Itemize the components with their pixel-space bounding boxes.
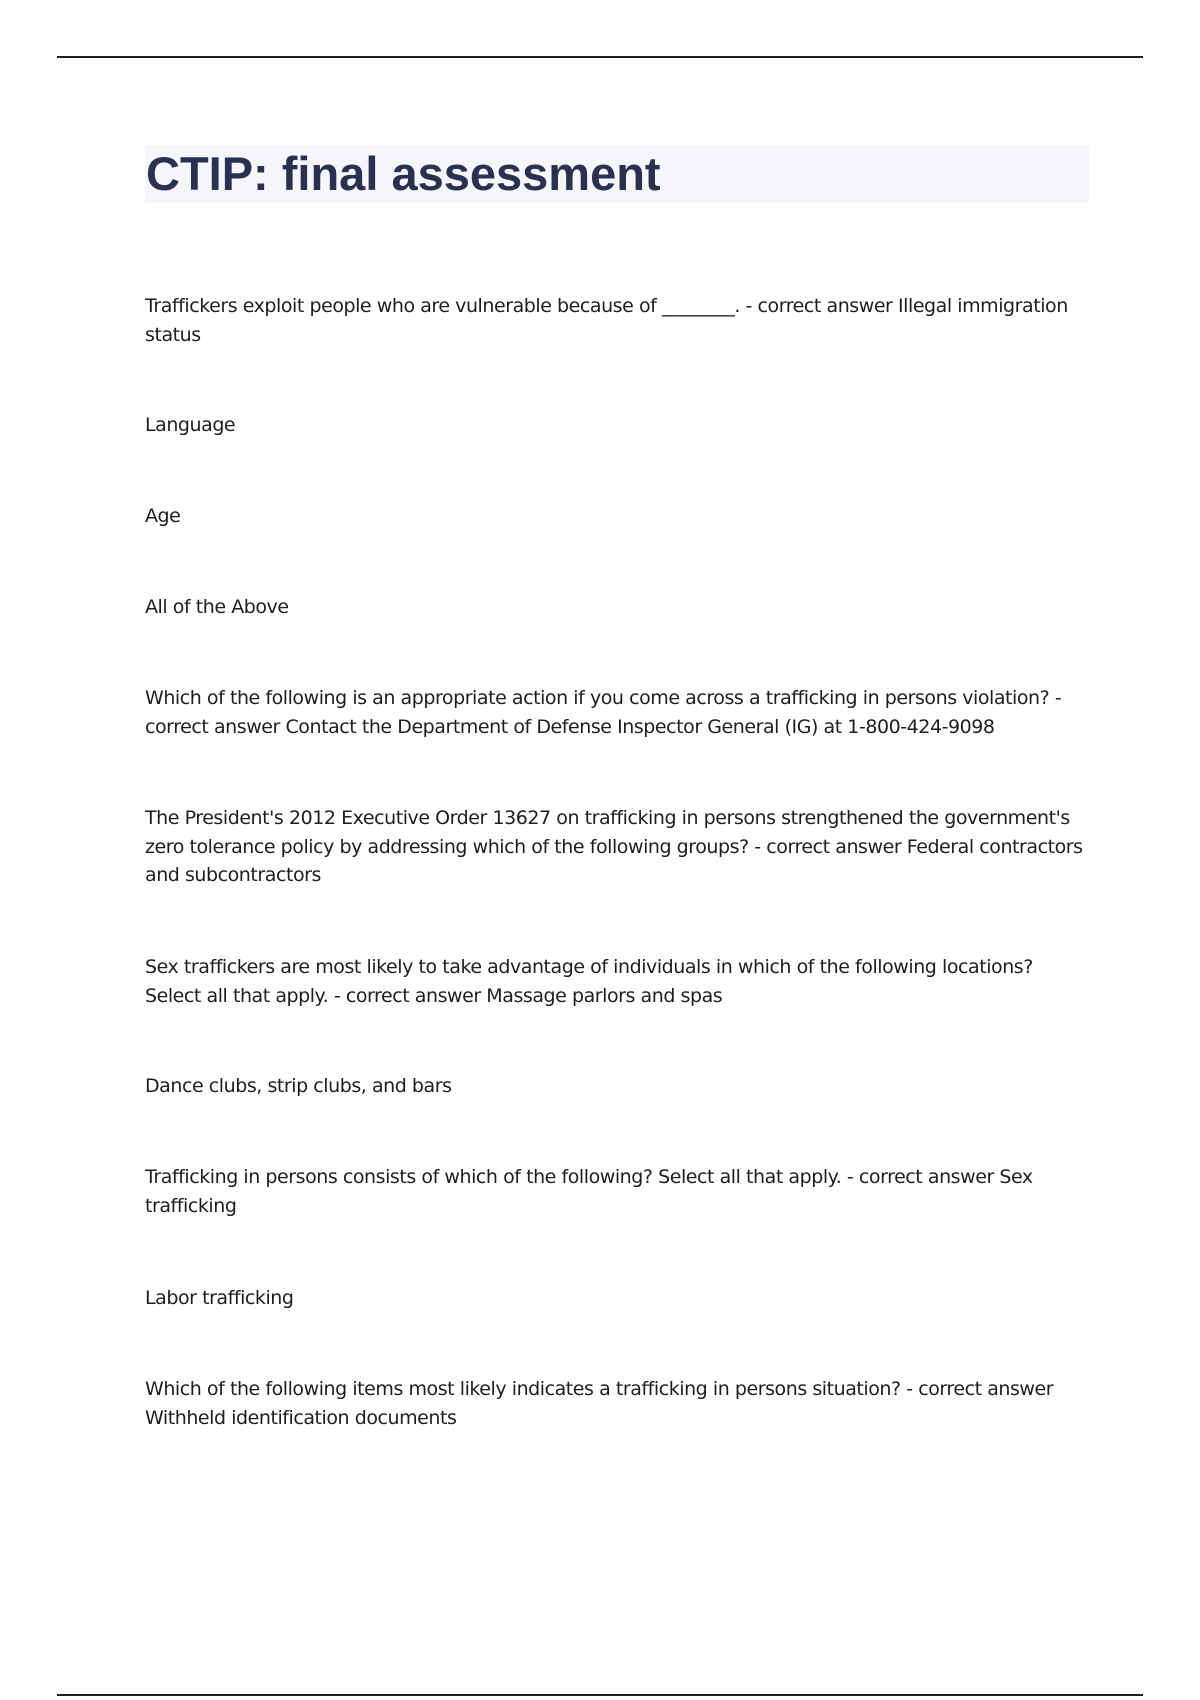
answer-all-of-the-above: All of the Above <box>145 596 289 618</box>
question-trafficking-indicator: Which of the following items most likely indicates a trafficking in persons situation? - correct answer Withheld identification documents <box>145 1378 1054 1429</box>
question-sex-trafficker-locations: Sex traffickers are most likely to take advantage of individuals in which of the following locations? Select all that apply. - correct answer Massage parlors and spas <box>145 956 1033 1007</box>
answer-labor-trafficking: Labor trafficking <box>145 1287 294 1309</box>
question-appropriate-action: Which of the following is an appropriate action if you come across a trafficking in persons violation? - correct answer Contact the Department of Defense Inspector General (IG) at 1-800-424-9098 <box>145 687 1062 738</box>
answer-age: Age <box>145 505 181 527</box>
answer-dance-clubs: Dance clubs, strip clubs, and bars <box>145 1075 452 1097</box>
answer-language: Language <box>145 414 236 436</box>
top-rule <box>57 56 1143 58</box>
question-vulnerability: Traffickers exploit people who are vulnerable because of ________. - correct answer Illegal immigration status <box>145 295 1068 346</box>
question-executive-order: The President's 2012 Executive Order 13627 on trafficking in persons strengthened the government's zero tolerance policy by addressing which of the following groups? - correct answer Federal contractors and subcontractors <box>145 807 1083 886</box>
page-title: CTIP: final assessment <box>146 147 661 200</box>
bottom-rule <box>57 1694 1143 1696</box>
question-trafficking-consists: Trafficking in persons consists of which of the following? Select all that apply. - correct answer Sex trafficking <box>145 1166 1033 1217</box>
